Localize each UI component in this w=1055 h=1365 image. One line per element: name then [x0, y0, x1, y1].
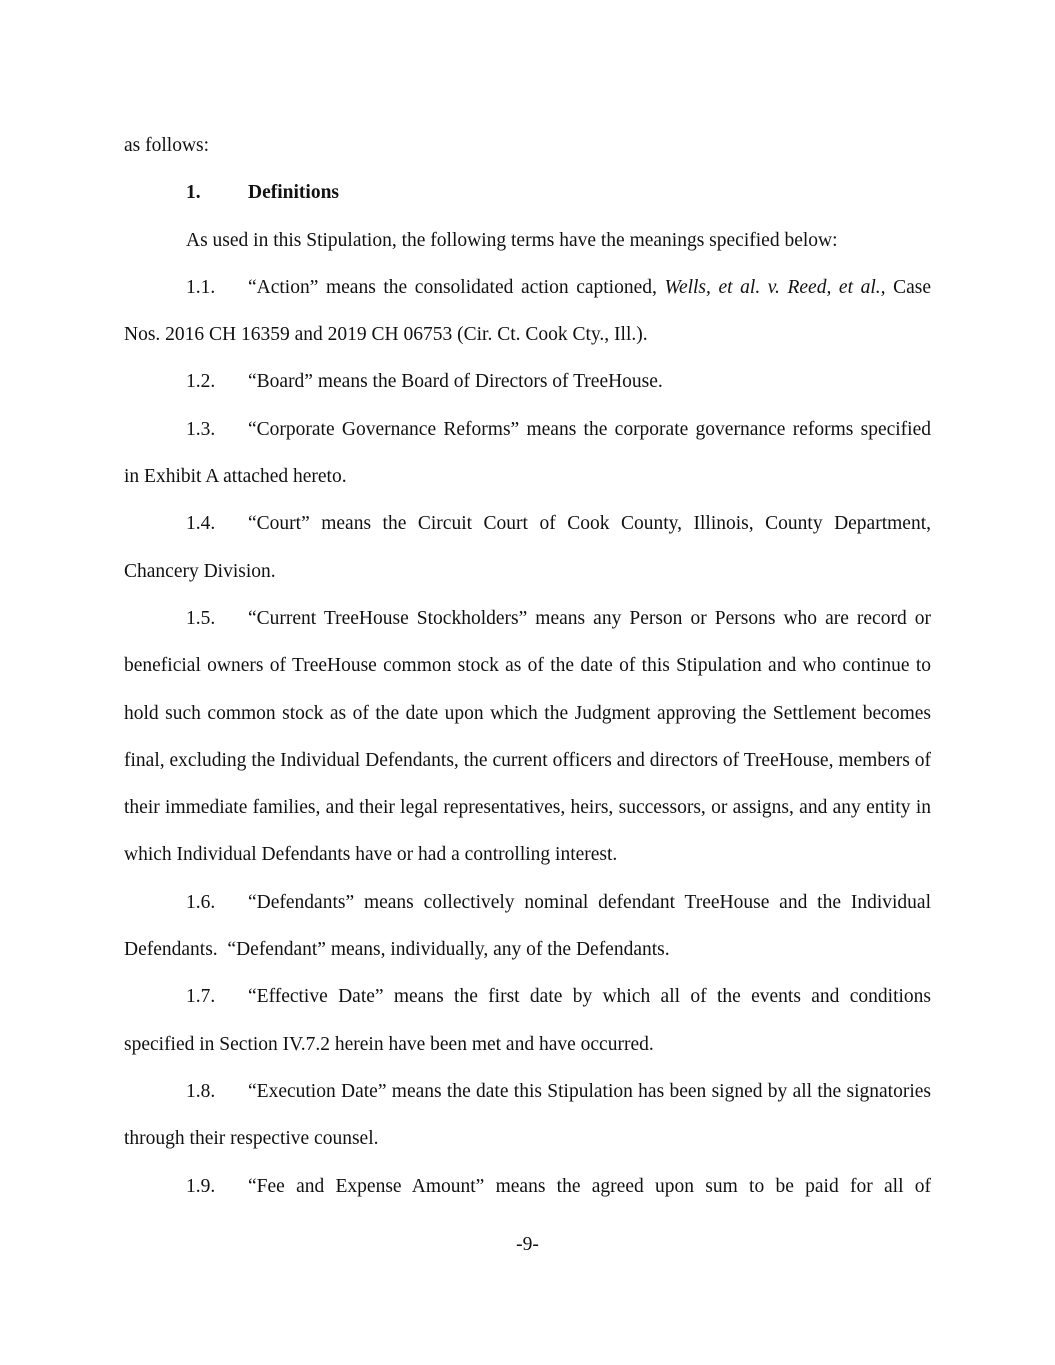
- definition-text-continued: Case Nos. 2016 CH 16359 and 2019 CH 06753 (Cir. Ct. Cook Cty., Ill.).: [124, 276, 932, 346]
- definition-text: “Action” means the consolidated action captioned,: [248, 276, 665, 298]
- definition-number: 1.9.: [186, 1175, 216, 1197]
- definition-number: 1.8.: [186, 1080, 216, 1102]
- definition-number: 1.4.: [186, 513, 216, 535]
- definition-text: “Fee and Expense Amount” means the agreed upon sum to be paid for all of: [248, 1175, 931, 1197]
- definition-number: 1.7.: [186, 986, 216, 1008]
- definition-text: “Effective Date” means the first date by which all of the events and conditions specified in Section IV.7.2 herein have been met and have occurred.: [124, 986, 931, 1055]
- section-heading: [124, 169, 931, 216]
- page-footer: [0, 1233, 1055, 1257]
- definition-paragraph: [124, 1163, 931, 1210]
- definition-text: “Corporate Governance Reforms” means the corporate governance reforms specified in Exhibit A attached hereto.: [124, 418, 931, 488]
- definition-paragraph: [124, 879, 936, 974]
- definition-paragraph: [124, 358, 931, 405]
- definition-number: 1.6.: [186, 891, 216, 913]
- definition-number: 1.5.: [186, 607, 216, 629]
- section-title: Definitions: [248, 182, 340, 204]
- document-body: [124, 122, 936, 1210]
- intro-text: As used in this Stipulation, the following terms have the meanings specified below:: [186, 229, 838, 251]
- definition-text: “Defendants” means collectively nominal defendant TreeHouse and the Individual Defendants. “Defendant” means, individually, any of the Defendants.: [124, 891, 936, 961]
- definition-text: “Court” means the Circuit Court of Cook County, Illinois, County Department, Chancery Division.: [124, 513, 931, 582]
- page-number: -9-: [516, 1234, 539, 1255]
- intro-paragraph: [124, 217, 931, 264]
- lead-text: as follows:: [124, 135, 210, 156]
- definition-paragraph: [124, 973, 931, 1068]
- section-number: 1.: [186, 182, 201, 204]
- definition-paragraph: [124, 264, 931, 359]
- definition-number: 1.2.: [186, 371, 216, 393]
- definition-text: “Current TreeHouse Stockholders” means any Person or Persons who are record or beneficial owners of TreeHouse common stock as of the date of this Stipulation and who continue to hold such common stock as of the date upon which the Judgment approving the Settlement becomes final, excluding the Individual Defendants, the current officers and directors of TreeHouse, members of their immediate families, and their legal representatives, heirs, successors, or assigns, and any entity in which Individual Defendants have or had a controlling interest.: [124, 607, 931, 866]
- definition-paragraph: [124, 1068, 931, 1163]
- definition-number: 1.1.: [186, 276, 216, 298]
- definition-text: “Execution Date” means the date this Stipulation has been signed by all the signatories through their respective counsel.: [124, 1080, 931, 1150]
- definition-text: “Board” means the Board of Directors of TreeHouse.: [248, 371, 663, 393]
- definition-paragraph: [124, 595, 931, 879]
- definition-paragraph: [124, 500, 931, 595]
- case-caption: Wells, et al. v. Reed, et al.,: [664, 276, 886, 298]
- lead-paragraph: [124, 122, 931, 169]
- definition-number: 1.3.: [186, 418, 216, 440]
- definition-paragraph: [124, 406, 931, 501]
